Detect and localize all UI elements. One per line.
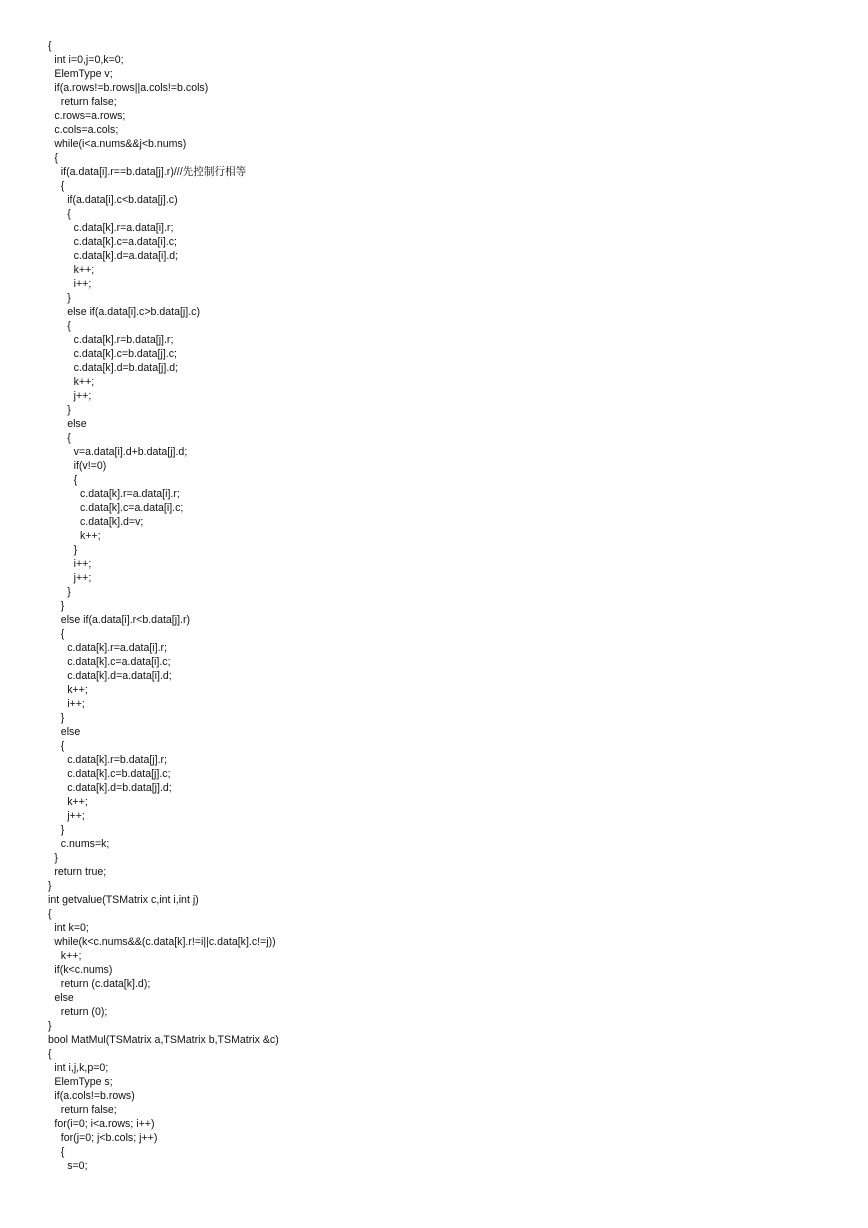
code-line: {: [48, 908, 52, 920]
code-line: c.data[k].d=b.data[j].d;: [67, 782, 172, 794]
code-line: c.data[k].c=b.data[j].c;: [73, 348, 177, 360]
code-line: c.data[k].c=a.data[i].c;: [67, 656, 171, 668]
code-line: {: [48, 40, 52, 52]
code-line: c.nums=k;: [60, 838, 110, 850]
code-line: ElemType v;: [54, 68, 113, 80]
code-line: return false;: [60, 96, 117, 108]
code-line: s=0;: [67, 1160, 88, 1172]
code-line: while(k<c.nums&&(c.data[k].r!=i||c.data[k].c!=j)): [54, 936, 276, 948]
code-line: c.data[k].c=a.data[i].c;: [80, 502, 184, 514]
code-line: c.data[k].d=b.data[j].d;: [73, 362, 179, 374]
code-line: bool MatMul(TSMatrix a,TSMatrix b,TSMatrix &c): [48, 1034, 279, 1046]
code-line: }: [60, 824, 65, 836]
code-line: int i=0,j=0,k=0;: [54, 54, 124, 66]
code-line: if(k<c.nums): [54, 964, 113, 976]
code-line: int i,j,k,p=0;: [54, 1062, 109, 1074]
code-line: {: [67, 432, 71, 444]
code-line: return true;: [54, 866, 107, 878]
code-line: }: [60, 712, 65, 724]
code-line: c.data[k].d=a.data[i].d;: [67, 670, 172, 682]
code-line: else: [54, 992, 74, 1004]
code-line: if(a.rows!=b.rows||a.cols!=b.cols): [54, 82, 209, 94]
code-line: int getvalue(TSMatrix c,int i,int j): [48, 894, 199, 906]
code-line: c.data[k].r=b.data[j].r;: [73, 334, 174, 346]
code-line: c.data[k].d=v;: [80, 516, 144, 528]
code-line: c.data[k].c=b.data[j].c;: [67, 768, 171, 780]
code-line: }: [67, 292, 71, 304]
code-line: }: [48, 1020, 52, 1032]
code-line: if(a.data[i].r==b.data[j].r)///先控制行相等: [60, 166, 247, 178]
code-line: i++;: [73, 278, 92, 290]
code-line: for(j=0; j<b.cols; j++): [60, 1132, 158, 1144]
code-line: int k=0;: [54, 922, 89, 934]
code-line: if(a.cols!=b.rows): [54, 1090, 135, 1102]
code-line: }: [73, 544, 78, 556]
code-line: v=a.data[i].d+b.data[j].d;: [73, 446, 188, 458]
code-line: else if(a.data[i].c>b.data[j].c): [67, 306, 200, 318]
code-line: {: [48, 1048, 52, 1060]
code-line: }: [60, 600, 65, 612]
code-line: for(i=0; i<a.rows; i++): [54, 1118, 155, 1130]
code-line: {: [67, 208, 71, 220]
code-line: i++;: [67, 698, 85, 710]
code-listing: [48, 39, 848, 1173]
code-line: {: [67, 320, 71, 332]
code-line: j++;: [73, 572, 92, 584]
code-line: k++;: [67, 684, 88, 696]
code-line: return false;: [60, 1104, 117, 1116]
code-line: {: [60, 740, 65, 752]
code-line: k++;: [67, 796, 88, 808]
code-line: k++;: [73, 264, 95, 276]
code-line: if(v!=0): [73, 460, 107, 472]
code-line: }: [67, 404, 71, 416]
code-line: c.data[k].d=a.data[i].d;: [73, 250, 179, 262]
code-line: j++;: [73, 390, 92, 402]
code-line: return (c.data[k].d);: [60, 978, 151, 990]
code-line: j++;: [67, 810, 85, 822]
code-line: }: [67, 586, 71, 598]
code-line: }: [48, 880, 52, 892]
code-line: ElemType s;: [54, 1076, 113, 1088]
code-line: else: [67, 418, 87, 430]
code-line: }: [54, 852, 58, 864]
code-line: c.data[k].c=a.data[i].c;: [73, 236, 177, 248]
code-line: k++;: [73, 376, 95, 388]
code-line: c.cols=a.cols;: [54, 124, 119, 136]
code-line: {: [60, 628, 65, 640]
code-line: while(i<a.nums&&j<b.nums): [54, 138, 187, 150]
code-line: {: [60, 1146, 65, 1158]
code-line: c.data[k].r=b.data[j].r;: [67, 754, 167, 766]
code-line: k++;: [60, 950, 82, 962]
code-line: else: [60, 726, 81, 738]
code-line: {: [73, 474, 78, 486]
code-line: i++;: [73, 558, 92, 570]
code-line: c.data[k].r=a.data[i].r;: [73, 222, 174, 234]
code-line: c.data[k].r=a.data[i].r;: [80, 488, 180, 500]
code-line: {: [54, 152, 58, 164]
code-line: c.rows=a.rows;: [54, 110, 126, 122]
code-line: c.data[k].r=a.data[i].r;: [67, 642, 167, 654]
code-line: if(a.data[i].c<b.data[j].c): [67, 194, 178, 206]
code-line: k++;: [80, 530, 101, 542]
code-line: return (0);: [60, 1006, 108, 1018]
code-line: {: [60, 180, 65, 192]
code-line: else if(a.data[i].r<b.data[j].r): [60, 614, 191, 626]
